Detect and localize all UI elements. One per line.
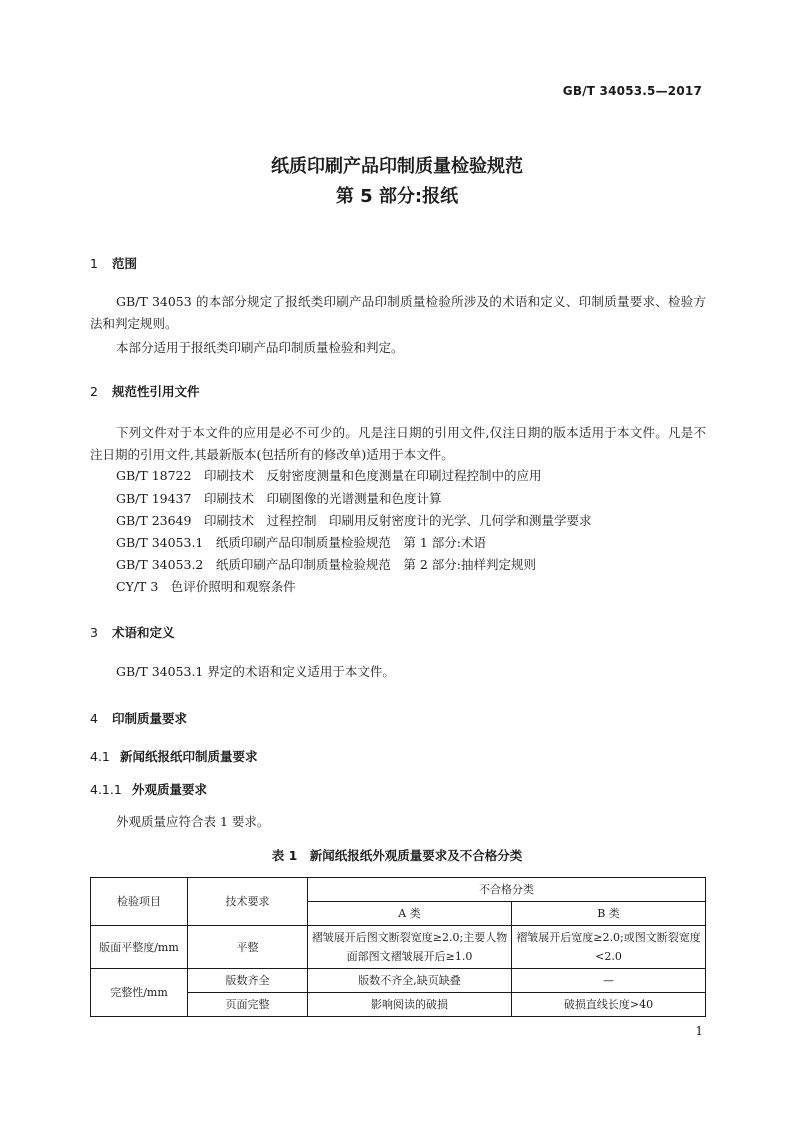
table-caption: 表 1 新闻纸报纸外观质量要求及不合格分类 — [271, 848, 523, 863]
section-number: 2 — [90, 384, 98, 399]
section-title: 外观质量要求 — [132, 782, 208, 797]
reference-item: GB/T 23649 印刷技术 过程控制 印刷用反射密度计的光学、几何学和测量学要求 — [116, 513, 592, 528]
section-2-heading — [90, 382, 200, 400]
reference-item: GB/T 19437 印刷技术 印刷图像的光谱测量和色度计算 — [116, 491, 442, 506]
reference-item: GB/T 34053.1 纸质印刷产品印制质量检验规范 第 1 部分:术语 — [116, 535, 486, 550]
document-title: 纸质印刷产品印制质量检验规范 — [271, 156, 523, 177]
section-4-heading — [90, 709, 187, 727]
section-number: 4 — [90, 711, 98, 726]
table-row — [91, 969, 706, 993]
header-inspection-item: 检验项目 — [91, 878, 188, 926]
section-3-heading — [90, 623, 175, 641]
section-1-paragraph-2: 本部分适用于报纸类印刷产品印制质量检验和判定。 — [116, 340, 404, 355]
section-title: 术语和定义 — [112, 625, 175, 640]
reference-item: GB/T 34053.2 纸质印刷产品印制质量检验规范 第 2 部分:抽样判定规则 — [116, 557, 536, 572]
header-class-a: A 类 — [308, 902, 512, 926]
table-cell: 平整 — [188, 926, 308, 969]
section-number: 1 — [90, 256, 98, 271]
section-number: 3 — [90, 625, 98, 640]
reference-item: CY/T 3 色评价照明和观察条件 — [116, 579, 296, 594]
quality-table — [90, 877, 706, 1017]
section-4-1-1-heading — [90, 780, 207, 798]
section-4-paragraph: 外观质量应符合表 1 要求。 — [116, 814, 270, 829]
section-title: 新闻纸报纸印制质量要求 — [120, 749, 258, 764]
table-cell: 褶皱展开后宽度≥2.0;或图文断裂宽度<2.0 — [512, 926, 706, 969]
header-nonconformity-class: 不合格分类 — [308, 878, 706, 902]
table-cell: 褶皱展开后图文断裂宽度≥2.0;主要人物面部图文褶皱展开后≥1.0 — [308, 926, 512, 969]
section-2-paragraph: 下列文件对于本文件的应用是必不可少的。凡是注日期的引用文件,仅注日期的版本适用于本文件。凡是不注日期的引用文件,其最新版本(包括所有的修改单)适用于本文件。 — [90, 425, 706, 462]
section-1-paragraph: GB/T 34053 的本部分规定了报纸类印刷产品印制质量检验所涉及的术语和定义、印制质量要求、检验方法和判定规则。 — [90, 294, 706, 331]
table-cell: 版数齐全 — [188, 969, 308, 993]
document-subtitle: 第 5 部分:报纸 — [335, 186, 459, 207]
section-number: 4.1 — [90, 749, 110, 764]
section-1-heading — [90, 254, 137, 272]
header-class-b: B 类 — [512, 902, 706, 926]
section-title: 印制质量要求 — [112, 711, 188, 726]
section-title: 规范性引用文件 — [112, 384, 200, 399]
table-cell: 破损直线长度>40 — [512, 993, 706, 1017]
table-header-row — [91, 878, 706, 902]
table-cell: 影响阅读的破损 — [308, 993, 512, 1017]
table-cell: — — [512, 969, 706, 993]
page-number: 1 — [695, 1024, 703, 1038]
section-title: 范围 — [112, 256, 138, 271]
table-cell: 页面完整 — [188, 993, 308, 1017]
reference-item: GB/T 18722 印刷技术 反射密度测量和色度测量在印刷过程控制中的应用 — [116, 468, 542, 483]
section-3-paragraph: GB/T 34053.1 界定的术语和定义适用于本文件。 — [116, 664, 395, 679]
section-number: 4.1.1 — [90, 782, 122, 797]
table-cell: 完整性/mm — [91, 969, 188, 1017]
table-cell: 版面平整度/mm — [91, 926, 188, 969]
table-row — [91, 926, 706, 969]
table-cell: 版数不齐全,缺页缺叠 — [308, 969, 512, 993]
header-technical-requirement: 技术要求 — [188, 878, 308, 926]
standard-number: GB/T 34053.5—2017 — [562, 84, 702, 98]
section-4-1-heading — [90, 747, 258, 765]
